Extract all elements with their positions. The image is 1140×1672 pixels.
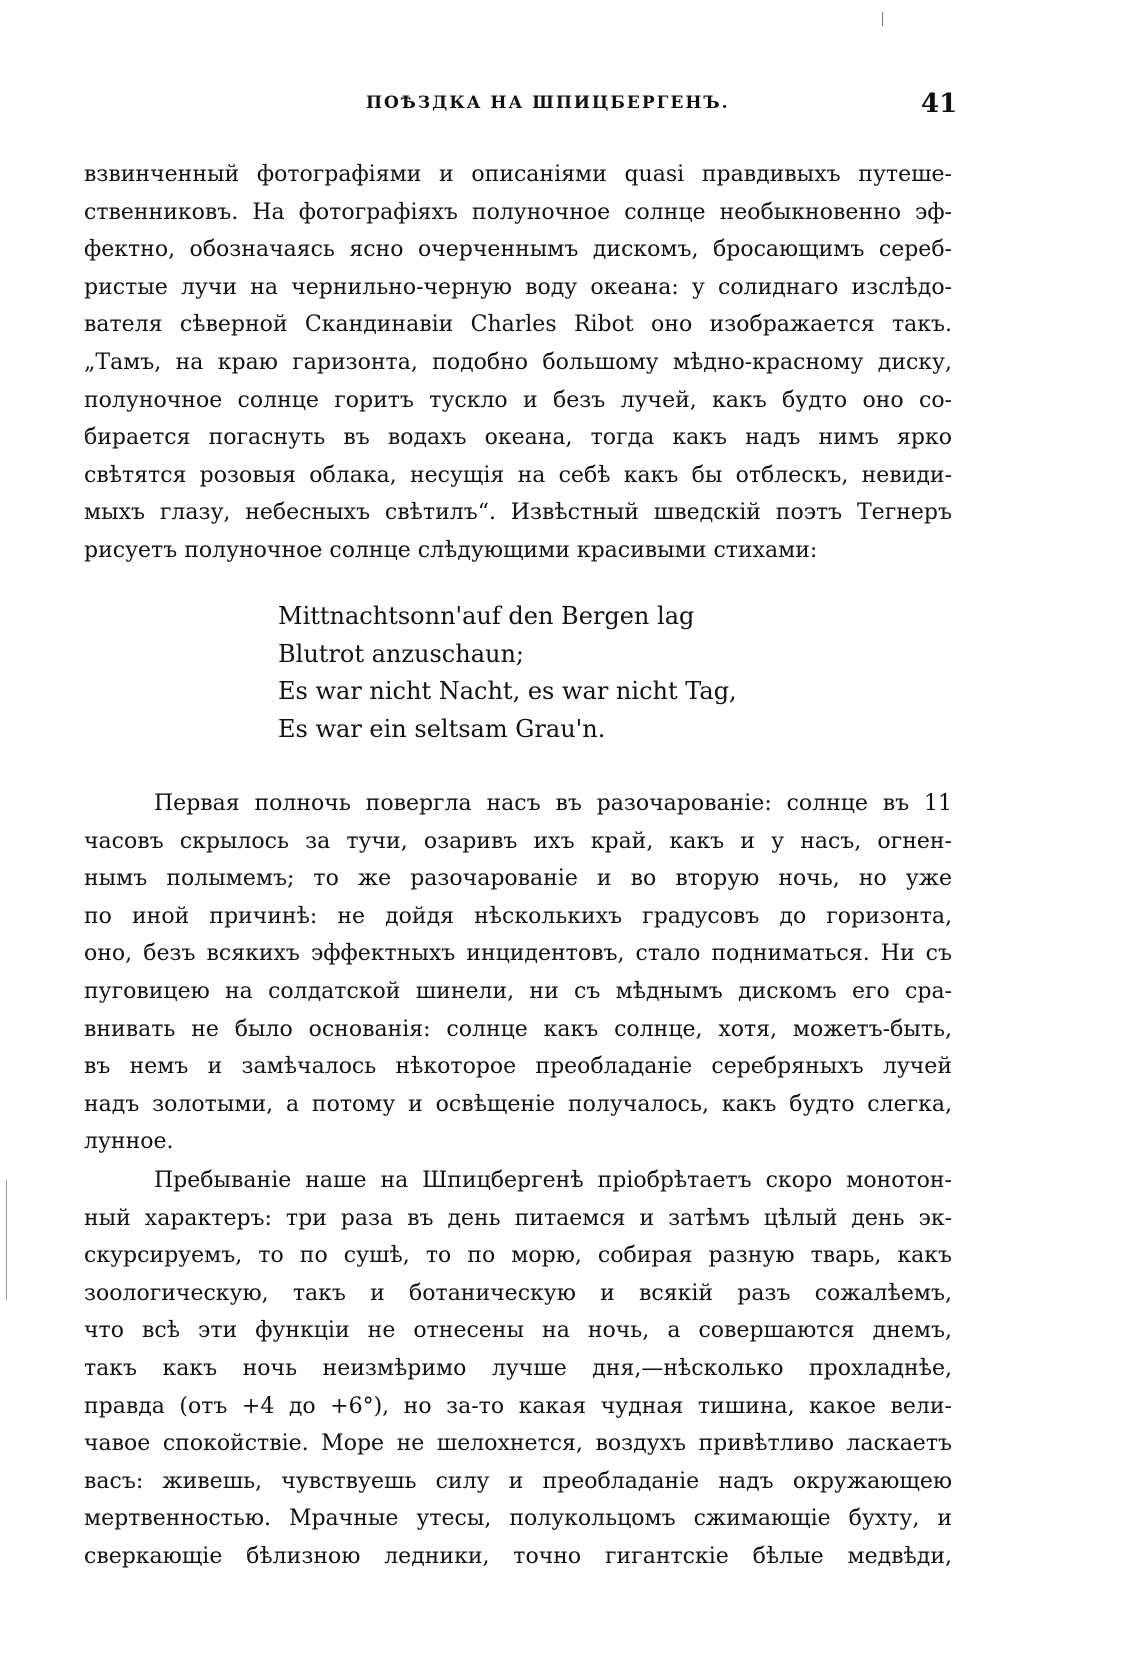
text-line: надъ золотыми, а потому и освѣщеніе получалось, какъ будто слегка,: [84, 1091, 952, 1117]
verse-line: Mittnachtsonn'auf den Bergen lag: [278, 602, 695, 630]
text-line: взвинченный фотографіями и описаніями quasi правдивыхъ путеше-: [84, 162, 952, 187]
text-line: мыхъ глазу, небесныхъ свѣтилъ“. Извѣстный шведскій поэтъ Тегнеръ: [84, 500, 952, 526]
text-line: свѣтятся розовыя облака, несущія на себѣ какъ бы отблескъ, невиди-: [84, 462, 952, 488]
text-line: нымъ полымемъ; то же разочарованіе и во вторую ночь, но уже: [84, 866, 952, 892]
verse-line: Es war nicht Nacht, es war nicht Tag,: [278, 677, 737, 706]
text-line: ный характеръ: три раза въ день питаемся и затѣмъ цѣлый день эк-: [84, 1205, 952, 1231]
text-line: васъ: живешь, чувствуешь силу и преобладаніе надъ окружающею: [84, 1468, 952, 1494]
text-line: бирается погаснуть въ водахъ океана, тогда какъ надъ нимъ ярко: [84, 425, 952, 451]
text-line: сверкающіе бѣлизною ледники, точно гигантскіе бѣлые медвѣди,: [84, 1543, 952, 1569]
text-line: такъ какъ ночь неизмѣримо лучше дня,—нѣсколько прохладнѣе,: [84, 1355, 952, 1381]
text-line: „Тамъ, на краю гаризонта, подобно большому мѣдно-красному диску,: [84, 349, 952, 375]
text-line: ственниковъ. На фотографіяхъ полуночное солнце необыкновенно эф-: [84, 199, 952, 225]
text-line: по иной причинѣ: не дойдя нѣсколькихъ градусовъ до горизонта,: [84, 903, 952, 929]
text-line: полуночное солнце горитъ тускло и безъ лучей, какъ будто оно со-: [84, 387, 952, 413]
scan-artifact: [882, 12, 883, 26]
text-line: пуговицею на солдатской шинели, ни съ мѣднымъ дискомъ его сра-: [84, 978, 952, 1004]
scan-artifact: [6, 1180, 7, 1300]
text-line: чавое спокойствіе. Море не шелохнется, воздухъ привѣтливо ласкаетъ: [84, 1431, 952, 1457]
text-line: въ немъ и замѣчалось нѣкоторое преобладаніе серебряныхъ лучей: [84, 1054, 952, 1080]
text-line: фектно, обозначаясь ясно очерченнымъ дискомъ, бросающимъ сереб-: [84, 237, 952, 263]
text-line: лунное.: [84, 1129, 174, 1155]
paragraph-2: [84, 785, 952, 1161]
page-number: 41: [921, 89, 958, 119]
verse-quote: [278, 598, 737, 748]
paragraph-1: [84, 156, 952, 570]
running-head: ПОѢЗДКА НА ШПИЦБЕРГЕНЪ.: [366, 93, 730, 113]
text-line: зоологическую, такъ и ботаническую и всякій разъ сожалѣемъ,: [84, 1280, 952, 1306]
paragraph-3: [84, 1162, 952, 1576]
verse-line: Blutrot anzuschaun;: [278, 639, 524, 668]
text-line: Пребываніе наше на Шпицбергенѣ пріобрѣтаетъ скоро монотон-: [154, 1168, 952, 1193]
text-line: правда (отъ +4 до +6°), но за-то какая чудная тишина, какое вели-: [84, 1393, 952, 1419]
text-line: оно, безъ всякихъ эффектныхъ инцидентовъ, стало подниматься. Ни съ: [84, 941, 952, 967]
text-line: рисуетъ полуночное солнце слѣдующими красивыми стихами:: [84, 537, 818, 563]
text-line: ристые лучи на чернильно-черную воду океана: у солиднаго изслѣдо-: [84, 274, 952, 300]
verse-line: Es war ein seltsam Grau'n.: [278, 714, 606, 743]
text-line: вателя сѣверной Скандинавіи Charles Ribot оно изображается такъ.: [84, 312, 952, 338]
text-line: скурсируемъ, то по сушѣ, то по морю, собирая разную тварь, какъ: [84, 1243, 952, 1269]
text-line: мертвенностью. Мрачные утесы, полукольцомъ сжимающіе бухту, и: [84, 1506, 952, 1532]
text-line: часовъ скрылось за тучи, озаривъ ихъ край, какъ и у насъ, огнен-: [84, 828, 952, 854]
text-line: что всѣ эти функціи не отнесены на ночь, а совершаются днемъ,: [84, 1318, 952, 1344]
text-line: Первая полночь повергла насъ въ разочарованіе: солнце въ 11: [154, 791, 952, 816]
text-line: внивать не было основанія: солнце какъ солнце, хотя, можетъ-быть,: [84, 1016, 952, 1042]
